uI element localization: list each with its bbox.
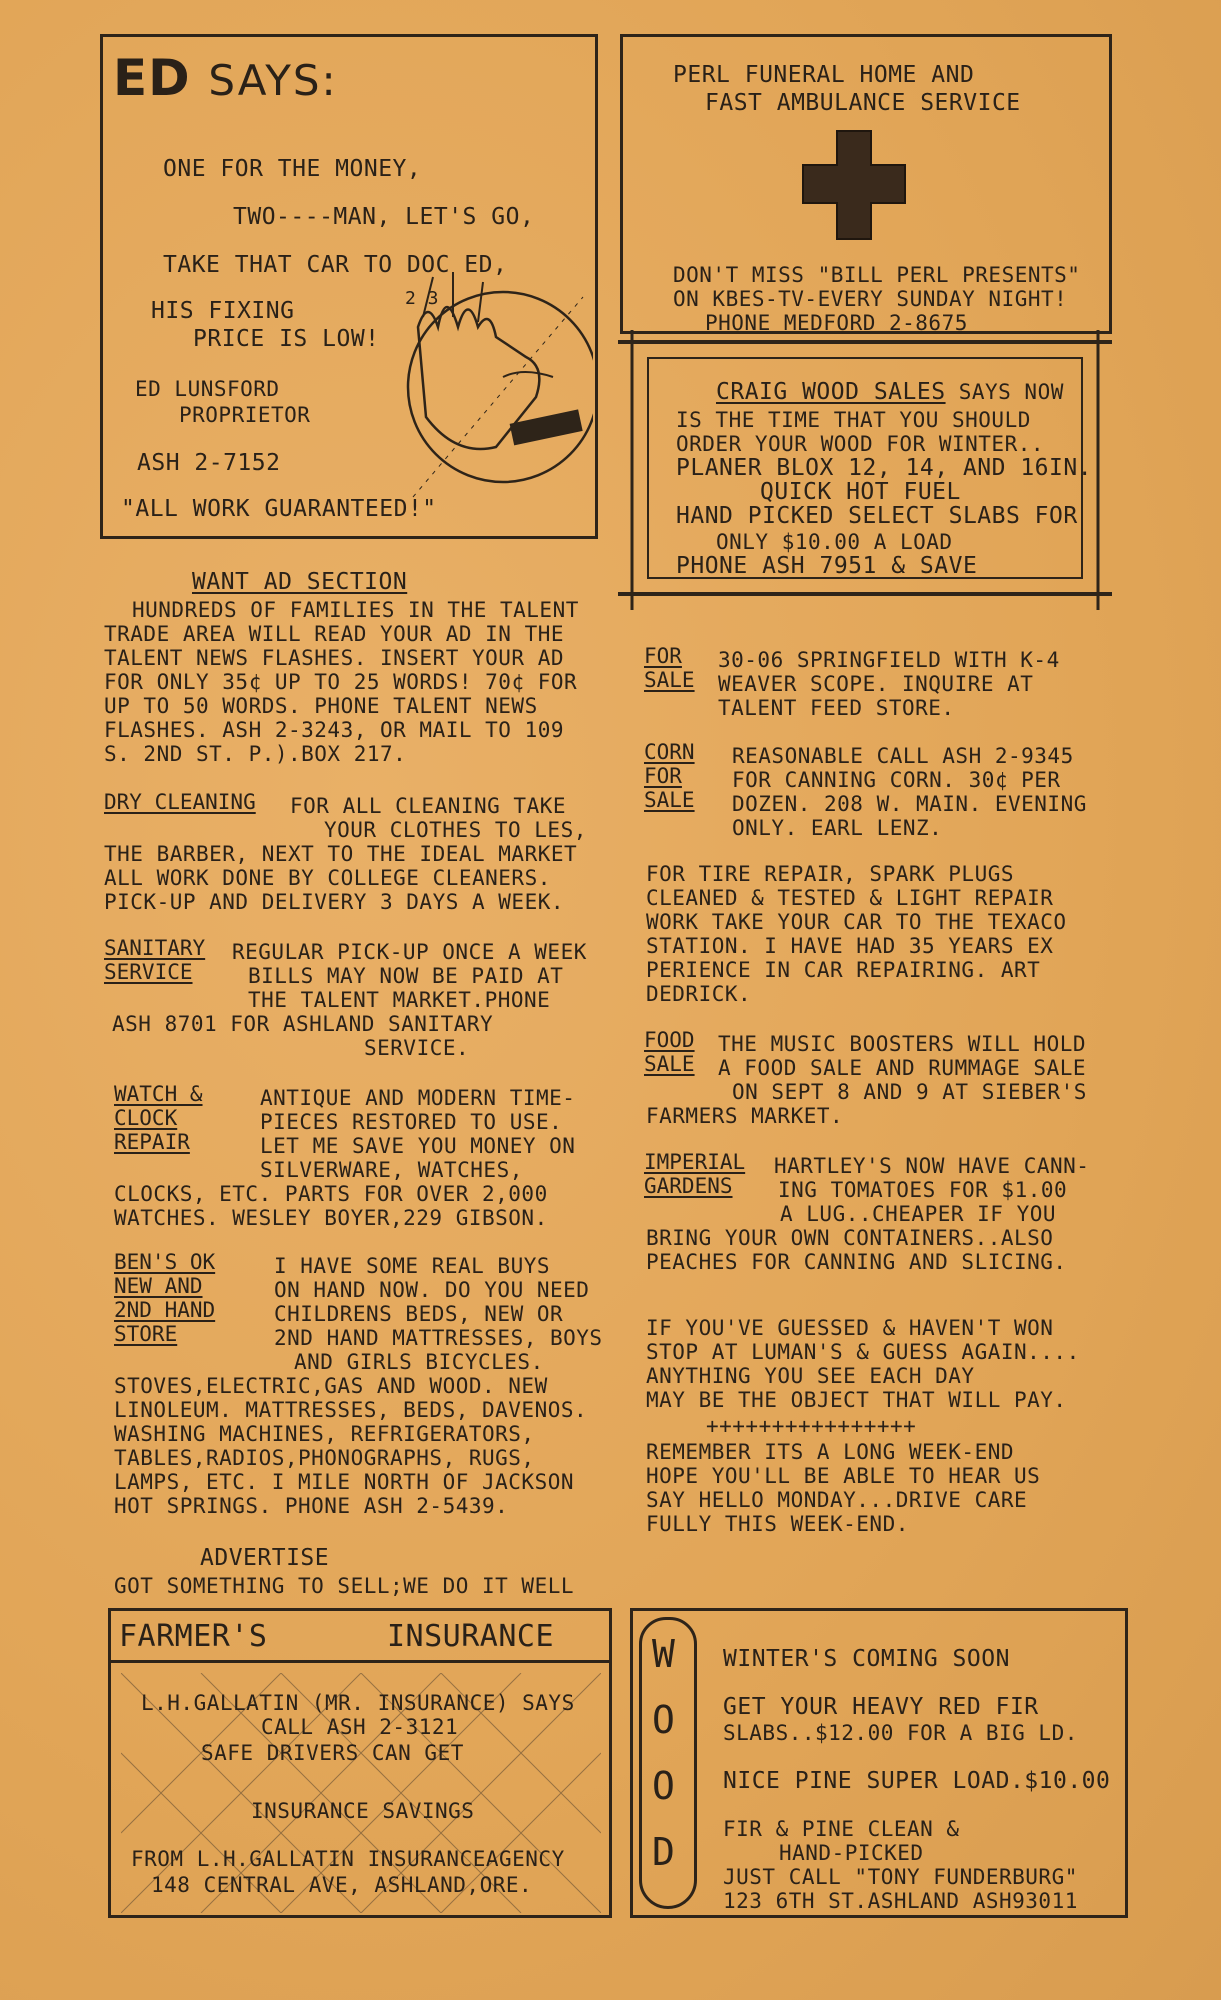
ed-hand-numbers: 2 3: [405, 288, 440, 309]
want-ad-line-7: S. 2ND ST. P.).BOX 217.: [104, 742, 407, 766]
imperial-line-4: BRING YOUR OWN CONTAINERS..ALSO: [646, 1226, 1054, 1250]
sanitary-head-1: SANITARY: [104, 936, 206, 960]
ed-line-1: ONE FOR THE MONEY,: [163, 156, 422, 182]
imperial-line-1: HARTLEY'S NOW HAVE CANN-: [774, 1154, 1090, 1178]
sanitary-head-2: SERVICE: [104, 960, 193, 984]
watch-head-3: REPAIR: [114, 1130, 190, 1154]
dry-cleaning-line-2: YOUR CLOTHES TO LES,: [324, 818, 587, 842]
want-ad-line-1: HUNDREDS OF FAMILIES IN THE TALENT: [132, 598, 579, 622]
bens-line-8: WASHING MACHINES, REFRIGERATORS,: [114, 1422, 535, 1446]
wood-letter-w: W: [652, 1632, 676, 1676]
tire-line-5: PERIENCE IN CAR REPAIRING. ART: [646, 958, 1041, 982]
wood-line-7: JUST CALL "TONY FUNDERBURG": [723, 1865, 1078, 1889]
bens-line-10: LAMPS, ETC. I MILE NORTH OF JACKSON: [114, 1470, 575, 1494]
bens-line-7: LINOLEUM. MATTRESSES, BEDS, DAVENOS.: [114, 1398, 588, 1422]
luman-line-2: STOP AT LUMAN'S & GUESS AGAIN....: [646, 1340, 1080, 1364]
want-ad-line-6: FLASHES. ASH 2-3243, OR MAIL TO 109: [104, 718, 565, 742]
imperial-line-3: A LUG..CHEAPER IF YOU: [780, 1202, 1057, 1226]
weekend-line-3: SAY HELLO MONDAY...DRIVE CARE: [646, 1488, 1028, 1512]
farmers-line-6: 148 CENTRAL AVE, ASHLAND,ORE.: [151, 1873, 533, 1897]
luman-line-1: IF YOU'VE GUESSED & HAVEN'T WON: [646, 1316, 1054, 1340]
craig-line-8: PHONE ASH 7951 & SAVE: [676, 553, 978, 579]
bens-line-1: I HAVE SOME REAL BUYS: [274, 1254, 551, 1278]
craig-says-now: SAYS NOW: [958, 380, 1064, 404]
watch-line-1: ANTIQUE AND MODERN TIME-: [260, 1086, 576, 1110]
imperial-head-1: IMPERIAL: [644, 1150, 746, 1174]
ed-line-5: PRICE IS LOW!: [193, 326, 380, 352]
corn-line-1: REASONABLE CALL ASH 2-9345: [732, 744, 1074, 768]
bens-line-4: 2ND HAND MATTRESSES, BOYS: [274, 1326, 603, 1350]
bens-head-4: STORE: [114, 1322, 178, 1346]
advertise-line: GOT SOMETHING TO SELL;WE DO IT WELL: [114, 1574, 575, 1598]
farmers-title-left: FARMER'S: [119, 1619, 268, 1654]
ed-says-text: SAYS:: [208, 56, 338, 105]
craig-headline: [716, 380, 1064, 404]
craig-wood-ad: [660, 380, 1100, 590]
perl-line-3: DON'T MISS "BILL PERL PRESENTS": [673, 263, 1081, 287]
craig-line-4: PLANER BLOX 12, 14, AND 16IN.: [676, 455, 1093, 481]
weekend-line-2: HOPE YOU'LL BE ABLE TO HEAR US: [646, 1464, 1041, 1488]
tire-line-6: DEDRICK.: [646, 982, 752, 1006]
sanitary-line-2: BILLS MAY NOW BE PAID AT: [248, 964, 564, 988]
tire-line-2: CLEANED & TESTED & LIGHT REPAIR: [646, 886, 1054, 910]
watch-line-4: SILVERWARE, WATCHES,: [260, 1158, 523, 1182]
ed-guarantee: "ALL WORK GUARANTEED!": [121, 496, 437, 522]
corn-line-3: DOZEN. 208 W. MAIN. EVENING: [732, 792, 1087, 816]
for-sale-line-2: WEAVER SCOPE. INQUIRE AT: [718, 672, 1034, 696]
for-sale-line-1: 30-06 SPRINGFIELD WITH K-4: [718, 648, 1060, 672]
watch-head-2: CLOCK: [114, 1106, 178, 1130]
dry-cleaning-line-3: THE BARBER, NEXT TO THE IDEAL MARKET: [104, 842, 578, 866]
bens-line-11: HOT SPRINGS. PHONE ASH 2-5439.: [114, 1494, 509, 1518]
perl-line-1: PERL FUNERAL HOME AND: [673, 62, 975, 88]
corn-head-2: FOR: [644, 764, 682, 788]
bens-line-5: AND GIRLS BICYCLES.: [294, 1350, 544, 1374]
wood-line-5: FIR & PINE CLEAN &: [723, 1817, 960, 1841]
farmers-title-right: INSURANCE: [387, 1619, 555, 1654]
bens-head-1: BEN'S OK: [114, 1250, 216, 1274]
wood-line-2: GET YOUR HEAVY RED FIR: [723, 1694, 1039, 1720]
ed-logo-text: ED: [113, 49, 191, 107]
craig-line-2: IS THE TIME THAT YOU SHOULD: [676, 408, 1031, 432]
farmers-line-1: L.H.GALLATIN (MR. INSURANCE) SAYS: [141, 1691, 575, 1715]
farmers-line-3: SAFE DRIVERS CAN GET: [201, 1741, 464, 1765]
weekend-line-4: FULLY THIS WEEK-END.: [646, 1512, 909, 1536]
want-ad-line-2: TRADE AREA WILL READ YOUR AD IN THE: [104, 622, 565, 646]
tire-line-1: FOR TIRE REPAIR, SPARK PLUGS: [646, 862, 1015, 886]
bens-line-6: STOVES,ELECTRIC,GAS AND WOOD. NEW: [114, 1374, 548, 1398]
for-sale-head-2: SALE: [644, 668, 695, 692]
perl-line-4: ON KBES-TV-EVERY SUNDAY NIGHT!: [673, 287, 1068, 311]
want-ad-line-5: UP TO 50 WORDS. PHONE TALENT NEWS: [104, 694, 538, 718]
want-ad-line-3: TALENT NEWS FLASHES. INSERT YOUR AD: [104, 646, 565, 670]
weekend-line-1: REMEMBER ITS A LONG WEEK-END: [646, 1440, 1015, 1464]
food-head-2: SALE: [644, 1052, 695, 1076]
luman-line-4: MAY BE THE OBJECT THAT WILL PAY.: [646, 1388, 1067, 1412]
luman-divider: ++++++++++++++++: [706, 1414, 917, 1438]
watch-head-1: WATCH &: [114, 1082, 203, 1106]
bens-head-2: NEW AND: [114, 1274, 203, 1298]
corn-line-4: ONLY. EARL LENZ.: [732, 816, 943, 840]
wood-line-6: HAND-PICKED: [779, 1841, 924, 1865]
wood-letter-o1: O: [652, 1698, 676, 1742]
imperial-line-5: PEACHES FOR CANNING AND SLICING.: [646, 1250, 1067, 1274]
ed-title: [113, 49, 338, 107]
farmers-title-bar: [111, 1611, 609, 1663]
perl-funeral-ad: [620, 34, 1112, 334]
sanitary-line-3: THE TALENT MARKET.PHONE: [248, 988, 551, 1012]
dry-cleaning-line-1: FOR ALL CLEANING TAKE: [290, 794, 567, 818]
watch-line-5: CLOCKS, ETC. PARTS FOR OVER 2,000: [114, 1182, 548, 1206]
farmers-line-2: CALL ASH 2-3121: [261, 1715, 459, 1739]
farmers-insurance-ad: [108, 1608, 612, 1918]
sanitary-line-5: SERVICE.: [364, 1036, 470, 1060]
wood-vertical-word: [639, 1617, 697, 1909]
craig-line-5: QUICK HOT FUEL: [760, 479, 961, 505]
perl-line-2: FAST AMBULANCE SERVICE: [705, 90, 1021, 116]
bens-head-3: 2ND HAND: [114, 1298, 216, 1322]
tire-line-4: STATION. I HAVE HAD 35 YEARS EX: [646, 934, 1054, 958]
ed-phone: ASH 2-7152: [137, 450, 281, 476]
tire-line-3: WORK TAKE YOUR CAR TO THE TEXACO: [646, 910, 1067, 934]
watch-line-6: WATCHES. WESLEY BOYER,229 GIBSON.: [114, 1206, 548, 1230]
corn-line-2: FOR CANNING CORN. 30¢ PER: [732, 768, 1061, 792]
watch-line-2: PIECES RESTORED TO USE.: [260, 1110, 563, 1134]
ed-owner: ED LUNSFORD: [135, 377, 280, 401]
perl-line-5: PHONE MEDFORD 2-8675: [705, 311, 968, 335]
food-line-2: A FOOD SALE AND RUMMAGE SALE: [718, 1056, 1087, 1080]
food-line-4: FARMERS MARKET.: [646, 1104, 844, 1128]
wood-line-4: NICE PINE SUPER LOAD.$10.00: [723, 1768, 1111, 1794]
ed-line-2: TWO----MAN, LET'S GO,: [233, 204, 535, 230]
food-line-3: ON SEPT 8 AND 9 AT SIEBER'S: [732, 1080, 1087, 1104]
imperial-line-2: ING TOMATOES FOR $1.00: [778, 1178, 1068, 1202]
ed-line-3: TAKE THAT CAR TO DOC ED,: [163, 252, 508, 278]
wood-line-1: WINTER'S COMING SOON: [723, 1646, 1010, 1672]
wood-line-3: SLABS..$12.00 FOR A BIG LD.: [723, 1721, 1078, 1745]
corn-head-1: CORN: [644, 740, 695, 764]
sanitary-line-1: REGULAR PICK-UP ONCE A WEEK: [232, 940, 587, 964]
red-cross-icon: [801, 129, 907, 241]
imperial-head-2: GARDENS: [644, 1174, 733, 1198]
bens-line-9: TABLES,RADIOS,PHONOGRAPHS, RUGS,: [114, 1446, 535, 1470]
for-sale-head-1: FOR: [644, 644, 682, 668]
ed-says-ad: [100, 34, 598, 539]
for-sale-line-3: TALENT FEED STORE.: [718, 696, 955, 720]
craig-line-6: HAND PICKED SELECT SLABS FOR: [676, 503, 1078, 529]
wood-letter-o2: O: [652, 1764, 676, 1808]
dry-cleaning-head: DRY CLEANING: [104, 790, 256, 814]
bens-line-3: CHILDRENS BEDS, NEW OR: [274, 1302, 564, 1326]
craig-name: CRAIG WOOD SALES: [716, 379, 946, 405]
ed-line-4: HIS FIXING: [151, 298, 295, 324]
want-ad-line-4: FOR ONLY 35¢ UP TO 25 WORDS! 70¢ FOR: [104, 670, 578, 694]
ed-role: PROPRIETOR: [179, 403, 311, 427]
craig-line-3: ORDER YOUR WOOD FOR WINTER..: [676, 432, 1045, 456]
wood-sales-ad: [630, 1608, 1128, 1918]
corn-head-3: SALE: [644, 788, 695, 812]
want-ad-title: WANT AD SECTION: [192, 569, 408, 595]
food-head-1: FOOD: [644, 1028, 695, 1052]
hand-counting-illustration: [393, 257, 593, 517]
bens-line-2: ON HAND NOW. DO YOU NEED: [274, 1278, 590, 1302]
farmers-line-4: INSURANCE SAVINGS: [251, 1799, 475, 1823]
farmers-line-5: FROM L.H.GALLATIN INSURANCEAGENCY: [131, 1847, 565, 1871]
wood-line-8: 123 6TH ST.ASHLAND ASH93011: [723, 1889, 1078, 1913]
luman-line-3: ANYTHING YOU SEE EACH DAY: [646, 1364, 975, 1388]
dry-cleaning-line-5: PICK-UP AND DELIVERY 3 DAYS A WEEK.: [104, 890, 565, 914]
sanitary-line-4: ASH 8701 FOR ASHLAND SANITARY: [112, 1012, 494, 1036]
advertise-title: ADVERTISE: [200, 1545, 330, 1571]
dry-cleaning-line-4: ALL WORK DONE BY COLLEGE CLEANERS.: [104, 866, 551, 890]
food-line-1: THE MUSIC BOOSTERS WILL HOLD: [718, 1032, 1087, 1056]
wood-letter-d: D: [652, 1830, 676, 1874]
watch-line-3: LET ME SAVE YOU MONEY ON: [260, 1134, 576, 1158]
craig-line-7: ONLY $10.00 A LOAD: [716, 530, 953, 554]
